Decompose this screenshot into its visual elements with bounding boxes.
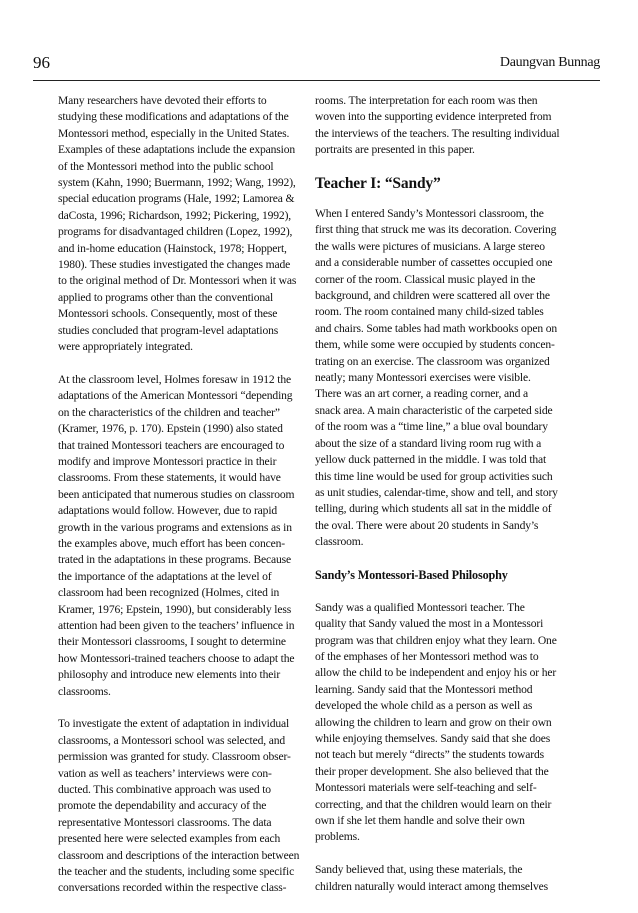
- text-line: adaptations would follow. However, due to rapid: [58, 504, 278, 518]
- text-line: been anticipated that numerous studies on classroom: [58, 487, 295, 501]
- left-column: [58, 93, 298, 913]
- text-line: the walls were pictures of musicians. A large stereo: [315, 239, 545, 253]
- text-line: trating on an exercise. The classroom was organized: [315, 354, 550, 368]
- text-line: and in-home education (Hainstock, 1978; Hoppert,: [58, 241, 287, 255]
- text-line: yellow duck patterned in the middle. I was told that: [315, 453, 547, 467]
- header-rule: [33, 80, 600, 81]
- text-line: them, while some were occupied by students concen-: [315, 338, 555, 352]
- text-line: classrooms. From these statements, it would have: [58, 471, 281, 485]
- text-line: the oval. There were about 20 students in Sandy’s: [315, 518, 539, 532]
- text-line: of the emphases of her Montessori method was to: [315, 649, 539, 663]
- text-line: (Kramer, 1976, p. 170). Epstein (1990) also stated: [58, 422, 283, 436]
- text-line: corner of the room. Classical music played in the: [315, 272, 536, 286]
- text-line: Kramer, 1976; Epstein, 1990), but considerably less: [58, 602, 292, 616]
- text-line: while enjoying themselves. Sandy said that she does: [315, 731, 551, 745]
- right-column: [315, 93, 573, 911]
- text-line: how Montessori-trained teachers choose to adapt the: [58, 651, 295, 665]
- text-line: of the room was a “time line,” a blue oval boundary: [315, 420, 548, 434]
- text-line: were appropriately integrated.: [58, 340, 193, 354]
- text-line: vation as well as teachers’ interviews were con-: [58, 766, 272, 780]
- text-line: attention had been given to the teachers’ influence in: [58, 618, 295, 632]
- text-line: classroom had been recognized (Holmes, cited in: [58, 586, 280, 600]
- text-line: telling, during which students all sat in the middle of: [315, 502, 552, 516]
- body-paragraph: [58, 372, 298, 700]
- text-line: studies concluded that program-level adaptations: [58, 323, 279, 337]
- text-line: portraits are presented in this paper.: [315, 143, 475, 157]
- text-line: system (Kahn, 1990; Buermann, 1992; Wang, 1992),: [58, 176, 296, 190]
- text-line: 1980). These studies investigated the changes made: [58, 258, 291, 272]
- text-line: At the classroom level, Holmes foresaw in 1912 the: [58, 372, 292, 386]
- text-line: on the characteristics of the children and teacher”: [58, 405, 280, 419]
- text-line: and a considerable number of cassettes occupied one: [315, 256, 553, 270]
- text-line: to the original method of Dr. Montessori when it was: [58, 274, 297, 288]
- body-paragraph: [315, 600, 573, 846]
- text-line: classroom and descriptions of the interaction between: [58, 848, 300, 862]
- text-line: quality that Sandy valued the most in a Montessori: [315, 617, 544, 631]
- section-heading: Teacher I: “Sandy”: [315, 175, 441, 193]
- text-line: program was that children enjoy what they learn. One: [315, 633, 557, 647]
- text-line: classrooms, a Montessori school was selected, and: [58, 733, 286, 747]
- text-line: their proper development. She also believed that the: [315, 764, 549, 778]
- text-line: woven into the supporting evidence interpreted from: [315, 110, 552, 124]
- text-line: the examples above, much effort has been concen-: [58, 536, 285, 550]
- page-number: 96: [33, 53, 50, 72]
- text-line: rooms. The interpretation for each room was then: [315, 94, 538, 107]
- text-line: this time line would be used for group activities such: [315, 469, 553, 483]
- text-line: Montessori materials were self-teaching and self-: [315, 781, 537, 795]
- text-line: Montessori method, especially in the United States.: [58, 126, 290, 140]
- text-line: of the Montessori method into the public school: [58, 159, 274, 173]
- text-line: own if she let them handle and solve their own: [315, 814, 525, 828]
- text-line: representative Montessori classrooms. The data: [58, 815, 272, 829]
- text-line: promote the dependability and accuracy of the: [58, 799, 267, 813]
- text-line: classroom.: [315, 535, 364, 549]
- text-line: the teacher and the students, including some specific: [58, 865, 295, 879]
- text-line: Examples of these adaptations include the expansion: [58, 143, 296, 157]
- text-line: not teach but merely “directs” the students towards: [315, 748, 544, 762]
- text-line: about the size of a standard living room rug with a: [315, 436, 542, 450]
- text-line: as unit studies, calendar-time, show and tell, and story: [315, 485, 558, 499]
- text-line: that trained Montessori teachers are encouraged to: [58, 438, 285, 452]
- intro-paragraph: [315, 93, 573, 159]
- section-paragraph: [315, 206, 573, 551]
- text-line: the importance of the adaptations at the level of: [58, 569, 272, 583]
- text-line: trated in the adaptations in these programs. Because: [58, 553, 292, 567]
- running-header-author: Daungvan Bunnag: [499, 55, 600, 70]
- body-paragraph: [315, 862, 573, 895]
- text-line: Many researchers have devoted their efforts to: [58, 94, 267, 107]
- text-line: allow the child to be independent and enjoy his or her: [315, 666, 557, 680]
- body-paragraph: [58, 93, 298, 356]
- text-line: developed the whole child as a person as well as: [315, 699, 533, 713]
- text-line: their Montessori classrooms, I sought to determine: [58, 635, 286, 649]
- text-line: studying these modifications and adaptations of the: [58, 110, 289, 124]
- text-line: problems.: [315, 830, 360, 844]
- body-paragraph: [58, 716, 298, 896]
- text-line: applied to programs other than the conventional: [58, 290, 274, 304]
- text-line: When I entered Sandy’s Montessori classroom, the: [315, 207, 544, 221]
- text-line: adaptations of the American Montessori “depending: [58, 389, 293, 403]
- text-line: learning. Sandy said that the Montessori method: [315, 682, 533, 696]
- text-line: To investigate the extent of adaptation in individual: [58, 717, 290, 731]
- text-line: ducted. This combinative approach was used to: [58, 783, 271, 797]
- text-line: modify and improve Montessori practice in their: [58, 454, 277, 468]
- text-line: growth in the various programs and extensions as in: [58, 520, 292, 534]
- text-line: Sandy was a qualified Montessori teacher. The: [315, 600, 525, 614]
- text-line: permission was granted for study. Classroom obser-: [58, 750, 291, 764]
- text-line: programs for disadvantaged children (Lopez, 1992),: [58, 225, 293, 239]
- text-line: There was an art corner, a reading corner, and a: [315, 387, 528, 401]
- text-line: children naturally would interact among themselves: [315, 879, 548, 893]
- text-line: snack area. A main characteristic of the carpeted side: [315, 403, 553, 417]
- text-line: room. The room contained many child-sized tables: [315, 305, 544, 319]
- text-line: allowing the children to learn and grow on their own: [315, 715, 552, 729]
- text-line: conversations recorded within the respective class-: [58, 881, 287, 895]
- text-line: daCosta, 1996; Richardson, 1992; Pickering, 1992),: [58, 208, 292, 222]
- text-line: classrooms.: [58, 684, 111, 698]
- text-line: first thing that struck me was its decoration. Covering: [315, 223, 557, 237]
- text-line: background, and children were scattered all over the: [315, 289, 550, 303]
- text-line: philosophy and introduce new elements into their: [58, 668, 281, 682]
- text-line: neatly; many Montessori exercises were visible.: [315, 371, 531, 385]
- text-line: and chairs. Some tables had math workbooks open on: [315, 321, 558, 335]
- text-line: special education programs (Hale, 1992; Lamorea &: [58, 192, 295, 206]
- text-line: correcting, and that the children would learn on their: [315, 797, 552, 811]
- subsection-body: [315, 600, 573, 895]
- text-line: Montessori schools. Consequently, most of these: [58, 307, 278, 321]
- text-line: the interviews of the teachers. The resulting individual: [315, 126, 560, 140]
- text-line: presented here were selected examples from each: [58, 832, 281, 846]
- text-line: Sandy believed that, using these materials, the: [315, 863, 523, 877]
- subsection-heading: Sandy’s Montessori-Based Philosophy: [315, 567, 508, 582]
